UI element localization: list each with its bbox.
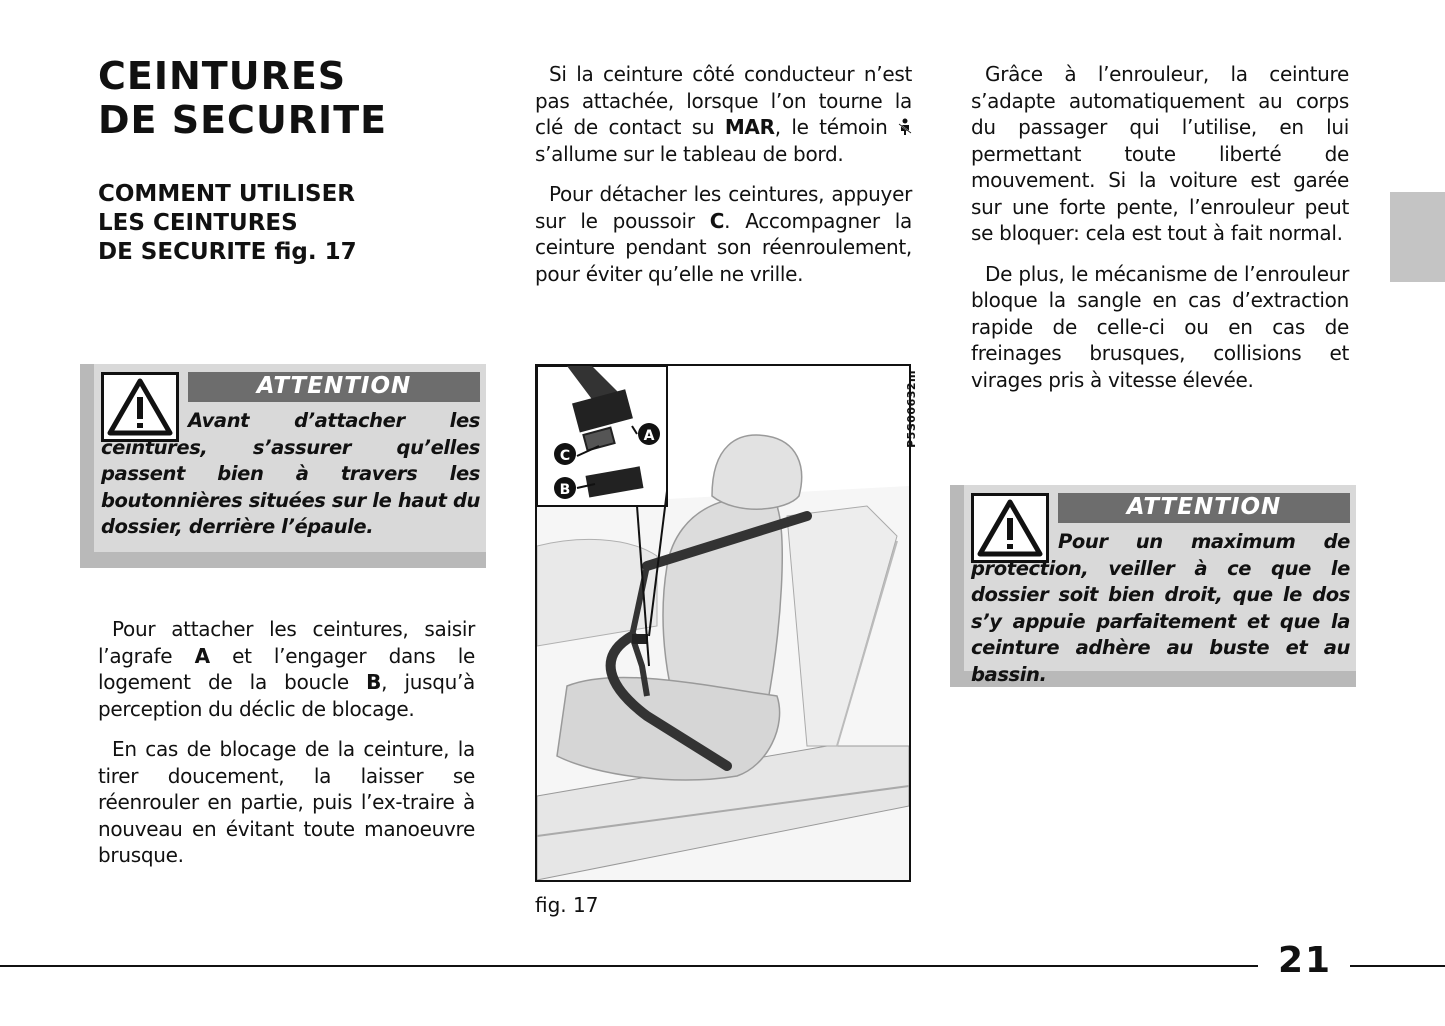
- warning-header: ATTENTION: [1058, 493, 1350, 523]
- warning-text-body: Pour un maximum de protection, veiller à ce que le dossier soit bien droit, que le dos s’y appuie parfaitement et que la ceinture adhère au buste et au bassin.: [971, 530, 1350, 686]
- warning-header: ATTENTION: [188, 372, 480, 402]
- footer-rule-right: [1350, 965, 1445, 967]
- paragraph: Grâce à l’enrouleur, la ceinture s’adapte automatiquement au corps du passager qui l’utilise, en lui permettant toute liberté de mouvement. Si la voiture est garée sur une forte pente, l’enrouleur peut se bloquer: cela est tout à fait normal.: [971, 62, 1349, 245]
- warning-text: [971, 529, 1350, 688]
- section-tab-marker: [1390, 192, 1445, 282]
- paragraph: De plus, le mécanisme de l’enrouleur bloque la sangle en cas d’extraction rapide de celle-ci ou en cas de freinages brusques, collisions et virages pris à vitesse élevée.: [971, 261, 1349, 392]
- paragraph: Pour attacher les ceintures, saisir l’agrafe A et l’engager dans le logement de la boucle B, jusqu’à perception du déclic de blocage.: [98, 617, 475, 721]
- figure-label-b: B: [559, 482, 571, 498]
- section-heading-line-2: LES CEINTURES: [98, 210, 298, 236]
- paragraph: En cas de blocage de la ceinture, la tirer doucement, la laisser se réenrouler en partie, puis l’ex-traire à nouveau en évitant toute manoeuvre brusque.: [98, 737, 475, 867]
- page-number: 21: [1277, 940, 1333, 981]
- figure-caption: fig. 17: [535, 893, 599, 917]
- figure-seatbelt-illustration: [535, 364, 911, 882]
- section-heading-line-1: COMMENT UTILISER: [98, 181, 355, 207]
- right-column-text: [971, 61, 1349, 393]
- paragraph: Si la ceinture côté conducteur n’est pas attachée, lorsque l’on tourne la clé de contact su MAR, le témoin s’allume sur le tableau de bord.: [535, 62, 912, 166]
- figure-code: P5S00632m: [905, 370, 918, 448]
- title-line-1: CEINTURES: [98, 54, 347, 98]
- footer-rule-left: [0, 965, 1258, 967]
- title-line-2: DE SECURITE: [98, 98, 388, 142]
- paragraph: Pour détacher les ceintures, appuyer sur le poussoir C. Accompagner la ceinture pendant son réenroulement, pour éviter qu’elle ne vrille.: [535, 182, 912, 286]
- section-heading: [98, 180, 478, 267]
- page-title: [98, 54, 478, 142]
- seatbelt-icon: [898, 115, 912, 139]
- warning-text-body: Avant d’attacher les ceintures, s’assurer qu’elles passent bien à travers les boutonnières situées sur le haut du dossier, derrière l’épaule.: [101, 409, 480, 538]
- figure-label-a: A: [643, 428, 655, 444]
- section-heading-line-3: DE SECURITE fig. 17: [98, 239, 357, 265]
- middle-column-text: [535, 61, 912, 287]
- left-column-text: [98, 616, 475, 869]
- warning-box: [950, 485, 1356, 687]
- warning-text: [101, 408, 480, 541]
- warning-box: [80, 364, 486, 568]
- figure-label-c: C: [559, 448, 571, 464]
